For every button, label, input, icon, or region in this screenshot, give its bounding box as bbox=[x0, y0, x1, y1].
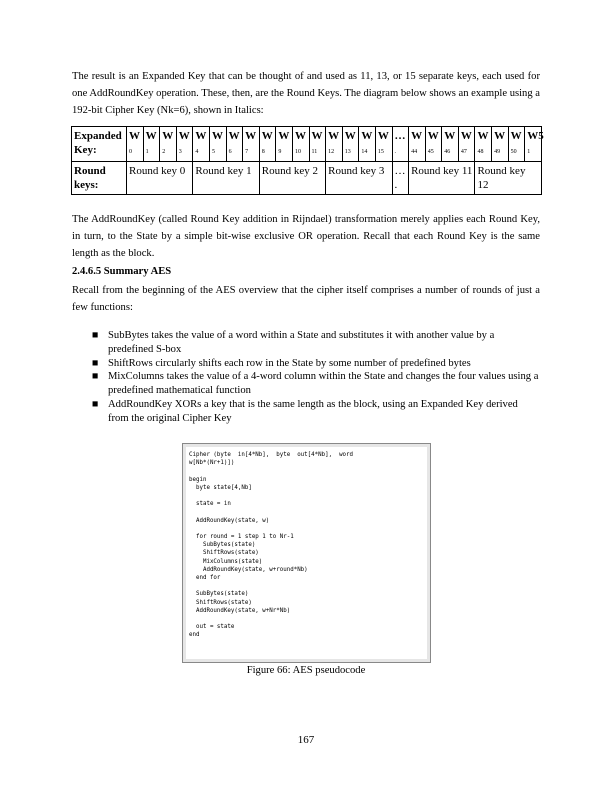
word-label: W bbox=[228, 130, 240, 142]
word-index: 4 bbox=[195, 149, 199, 155]
word-label: … bbox=[394, 130, 406, 142]
word-cell bbox=[127, 127, 144, 162]
page-number: 167 bbox=[297, 734, 315, 746]
pseudocode-figure bbox=[182, 443, 431, 663]
round-key-cell: … . bbox=[392, 162, 409, 195]
word-cell bbox=[326, 127, 343, 162]
round-key-cell: Round key 0 bbox=[127, 162, 193, 195]
word-cell bbox=[375, 127, 392, 162]
word-label: W bbox=[261, 130, 273, 142]
word-index: 44 bbox=[411, 149, 418, 155]
bullet-icon: ■ bbox=[92, 330, 99, 341]
bullet-icon: ■ bbox=[92, 357, 99, 369]
word-cell bbox=[409, 127, 426, 162]
round-key-cell: Round key 2 bbox=[259, 162, 325, 195]
word-cell bbox=[160, 127, 177, 162]
word-index: 14 bbox=[361, 149, 368, 155]
word-index: 47 bbox=[460, 149, 467, 155]
word-label: W bbox=[427, 130, 439, 142]
pseudocode-text: Cipher (byte in[4*Nb], byte out[4*Nb], word w[Nb*(Nr+1)]) begin byte state[4,Nb] state = in AddRoundKey(state, w) for round = 1 step 1 to Nr-1 SubBytes(state) ShiftRows(state) MixColumns(state) AddRoundKey(state, w+round*Nb) end for SubBytes(state) ShiftRows(state) AddRoundKey(state, w+Nr*Nb) out = state end bbox=[189, 452, 354, 639]
expanded-key-row bbox=[72, 127, 542, 162]
word-label: W bbox=[162, 130, 174, 142]
word-index: 6 bbox=[228, 149, 232, 155]
word-cell bbox=[193, 127, 210, 162]
list-item bbox=[72, 329, 540, 357]
word-index: 46 bbox=[444, 149, 451, 155]
word-index: 1 bbox=[527, 149, 531, 155]
list-item-text: SubBytes takes the value of a word within a State and substitutes it with another value by a predefined S-box bbox=[108, 330, 495, 355]
word-label: W bbox=[361, 130, 373, 142]
word-cell bbox=[176, 127, 193, 162]
word-label: W bbox=[129, 130, 140, 142]
word-cell bbox=[458, 127, 475, 162]
word-cell bbox=[359, 127, 376, 162]
round-key-cell: Round key 12 bbox=[475, 162, 542, 195]
list-item-text: AddRoundKey XORs a key that is the same length as the block, using an Expanded Key derived from the original Cipher Key bbox=[108, 398, 518, 424]
bullet-icon: ■ bbox=[92, 398, 99, 410]
word-label: W bbox=[145, 130, 157, 142]
word-cell bbox=[508, 127, 525, 162]
word-index: 7 bbox=[245, 149, 249, 155]
word-label: W bbox=[328, 130, 340, 142]
word-label: W bbox=[311, 130, 323, 142]
word-label: W bbox=[494, 130, 506, 142]
word-cell bbox=[442, 127, 459, 162]
round-key-cell: Round key 1 bbox=[193, 162, 259, 195]
expanded-key-table bbox=[71, 126, 542, 195]
list-item-text: MixColumns takes the value of a 4-word column within the State and changes the four values using a predefined mathematical function bbox=[108, 371, 539, 397]
word-label: W bbox=[344, 130, 356, 142]
word-cell bbox=[209, 127, 226, 162]
word-cell bbox=[525, 127, 542, 162]
word-index: 3 bbox=[178, 149, 182, 155]
word-cell bbox=[492, 127, 509, 162]
word-index: 1 bbox=[145, 149, 149, 155]
word-index: 50 bbox=[510, 149, 517, 155]
word-label: W bbox=[377, 130, 389, 142]
word-index: 9 bbox=[278, 149, 282, 155]
list-item bbox=[72, 398, 540, 426]
word-index: 11 bbox=[311, 149, 318, 155]
word-label: W bbox=[460, 130, 472, 142]
word-index: 0 bbox=[129, 149, 132, 155]
word-cell bbox=[392, 127, 409, 162]
word-index: 48 bbox=[477, 149, 484, 155]
figure-caption: Figure 66: AES pseudocode bbox=[246, 665, 366, 676]
word-cell bbox=[292, 127, 309, 162]
word-cell bbox=[276, 127, 293, 162]
section-heading: 2.4.6.5 Summary AES bbox=[72, 266, 172, 277]
word-cell bbox=[143, 127, 160, 162]
word-index: 2 bbox=[162, 149, 166, 155]
round-key-cell: Round key 11 bbox=[409, 162, 475, 195]
word-label: W bbox=[195, 130, 207, 142]
word-index: 13 bbox=[344, 149, 351, 155]
word-index: 45 bbox=[427, 149, 434, 155]
word-label: W bbox=[278, 130, 290, 142]
word-cell bbox=[259, 127, 276, 162]
word-cell bbox=[475, 127, 492, 162]
round-keys-label: Round keys: bbox=[72, 162, 127, 195]
word-label: W bbox=[477, 130, 489, 142]
word-index: 5 bbox=[211, 149, 215, 155]
summary-paragraph: Recall from the beginning of the AES overview that the cipher itself comprises a number of rounds of just a few functions: bbox=[72, 285, 540, 313]
word-cell bbox=[309, 127, 326, 162]
word-index: . bbox=[394, 149, 396, 155]
word-label: W bbox=[178, 130, 190, 142]
word-label: W bbox=[294, 130, 306, 142]
function-list bbox=[72, 329, 540, 426]
round-keys-row bbox=[72, 162, 542, 195]
word-label: W5 bbox=[527, 130, 544, 142]
word-label: W bbox=[444, 130, 456, 142]
word-cell bbox=[243, 127, 260, 162]
word-index: 49 bbox=[494, 149, 501, 155]
word-cell bbox=[342, 127, 359, 162]
word-label: W bbox=[245, 130, 257, 142]
list-item bbox=[72, 357, 540, 371]
expanded-key-label: Expanded Key: bbox=[72, 127, 127, 162]
word-label: W bbox=[510, 130, 522, 142]
intro-paragraph: The result is an Expanded Key that can be thought of and used as 11, 13, or 15 separate keys, each used for one AddRoundKey operation. These, then, are the Round Keys. The diagram below shows an example using a 192-bit Cipher Key (Nk=6), shown in Italics: bbox=[72, 71, 540, 116]
addroundkey-paragraph: The AddRoundKey (called Round Key addition in Rijndael) transformation merely applies each Round Key, in turn, to the State by a simple bit-wise exclusive OR operation. Recall that each Round Key is the same length as the block. bbox=[72, 214, 540, 259]
word-index: 15 bbox=[377, 149, 384, 155]
round-key-cell: Round key 3 bbox=[326, 162, 392, 195]
list-item bbox=[72, 370, 540, 398]
word-index: 12 bbox=[328, 149, 335, 155]
word-index: 10 bbox=[294, 149, 301, 155]
list-item-text: ShiftRows circularly shifts each row in the State by some number of predefined bytes bbox=[108, 357, 471, 369]
bullet-icon: ■ bbox=[92, 371, 99, 383]
word-label: W bbox=[411, 130, 423, 142]
word-index: 8 bbox=[261, 149, 265, 155]
word-cell bbox=[226, 127, 243, 162]
word-label: W bbox=[211, 130, 223, 142]
word-cell bbox=[425, 127, 442, 162]
